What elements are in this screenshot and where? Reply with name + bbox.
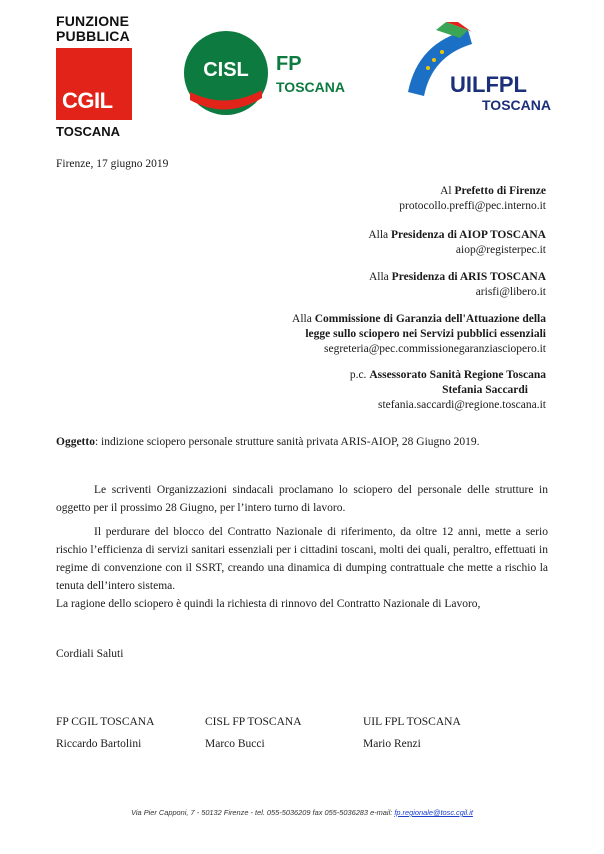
- signature-uil: UIL FPL TOSCANA Mario Renzi: [363, 716, 461, 750]
- recipient-aris: Alla Presidenza di ARIS TOSCANA arisfi@libero.it: [368, 271, 546, 298]
- recipient-email: stefania.saccardi@regione.toscana.it: [378, 399, 546, 411]
- signature-cisl: CISL FP TOSCANA Marco Bucci: [205, 716, 302, 750]
- footer-email-link[interactable]: fp.regionale@tosc.cgil.it: [394, 808, 473, 817]
- letter-date: Firenze, 17 giugno 2019: [56, 158, 169, 170]
- subject-text: : indizione sciopero personale strutture sanità privata ARIS-AIOP, 28 Giugno 2019.: [94, 436, 480, 448]
- uil-logo: [398, 22, 568, 122]
- uil-logo-mark: UILFPL: [450, 72, 527, 97]
- letter-body: [56, 481, 548, 613]
- cisl-logo-mark: CISL: [203, 59, 249, 81]
- subject-line: [56, 436, 480, 448]
- uil-logo-region: TOSCANA: [482, 97, 551, 113]
- recipient-commissione: Alla Commissione di Garanzia dell'Attuazione della legge sullo sciopero nei Servizi pubblici essenziali segreteria@pec.commissionegaranziasciopero.it: [292, 313, 546, 355]
- cgil-logo-region: TOSCANA: [56, 124, 121, 139]
- recipient-email: protocollo.preffi@pec.interno.it: [399, 200, 546, 212]
- cgil-logo-line2: PUBBLICA: [56, 28, 130, 44]
- cgil-logo-mark: CGIL: [62, 88, 113, 113]
- signature-cgil: FP CGIL TOSCANA Riccardo Bartolini: [56, 716, 155, 750]
- cgil-logo-line1: FUNZIONE: [56, 13, 130, 29]
- closing: Cordiali Saluti: [56, 648, 124, 660]
- subject-label: Oggetto: [56, 436, 95, 448]
- recipient-aiop: Alla Presidenza di AIOP TOSCANA aiop@registerpec.it: [368, 229, 546, 256]
- cisl-logo-fp: FP: [276, 53, 302, 75]
- body-paragraph-3: La ragione dello sciopero è quindi la richiesta di rinnovo del Contratto Nazionale di Lavoro,: [56, 598, 481, 610]
- recipient-pc-assessorato: p.c. Assessorato Sanità Regione Toscana Stefania Saccardi stefania.saccardi@regione.toscana.it: [349, 369, 546, 411]
- body-paragraph-2: Il perdurare del blocco del Contratto Nazionale di riferimento, da oltre 12 anni, mette a serio rischio l’efficienza di servizi sanitari essenziali per i cittadini toscani, molti dei quali, peraltro, effettuati in regime di convenzione con il SSRT, creando una dinamica di dumping contrattuale che mette a rischio la tenuta dell’intero sistema.: [56, 526, 548, 592]
- footer-address: Via Pier Capponi, 7 - 50132 Firenze - tel. 055-5036209 fax 055-5036283 e-mail:: [131, 808, 395, 817]
- recipient-email: arisfi@libero.it: [475, 286, 546, 298]
- cgil-red-block: [56, 48, 132, 120]
- recipient-email: segreteria@pec.commissionegaranziasciopero.it: [324, 343, 546, 355]
- recipient-prefetto: Al Prefetto di Firenze protocollo.preffi@pec.interno.it: [399, 185, 546, 212]
- cisl-logo-region: TOSCANA: [276, 79, 345, 95]
- cgil-logo: [56, 14, 148, 138]
- recipient-email: aiop@registerpec.it: [455, 244, 546, 256]
- footer: [0, 808, 604, 817]
- cisl-logo: [182, 30, 372, 120]
- body-paragraph-1: Le scriventi Organizzazioni sindacali proclamano lo sciopero del personale delle strutture in oggetto per il prossimo 28 Giugno, per l’intero turno di lavoro.: [56, 484, 548, 514]
